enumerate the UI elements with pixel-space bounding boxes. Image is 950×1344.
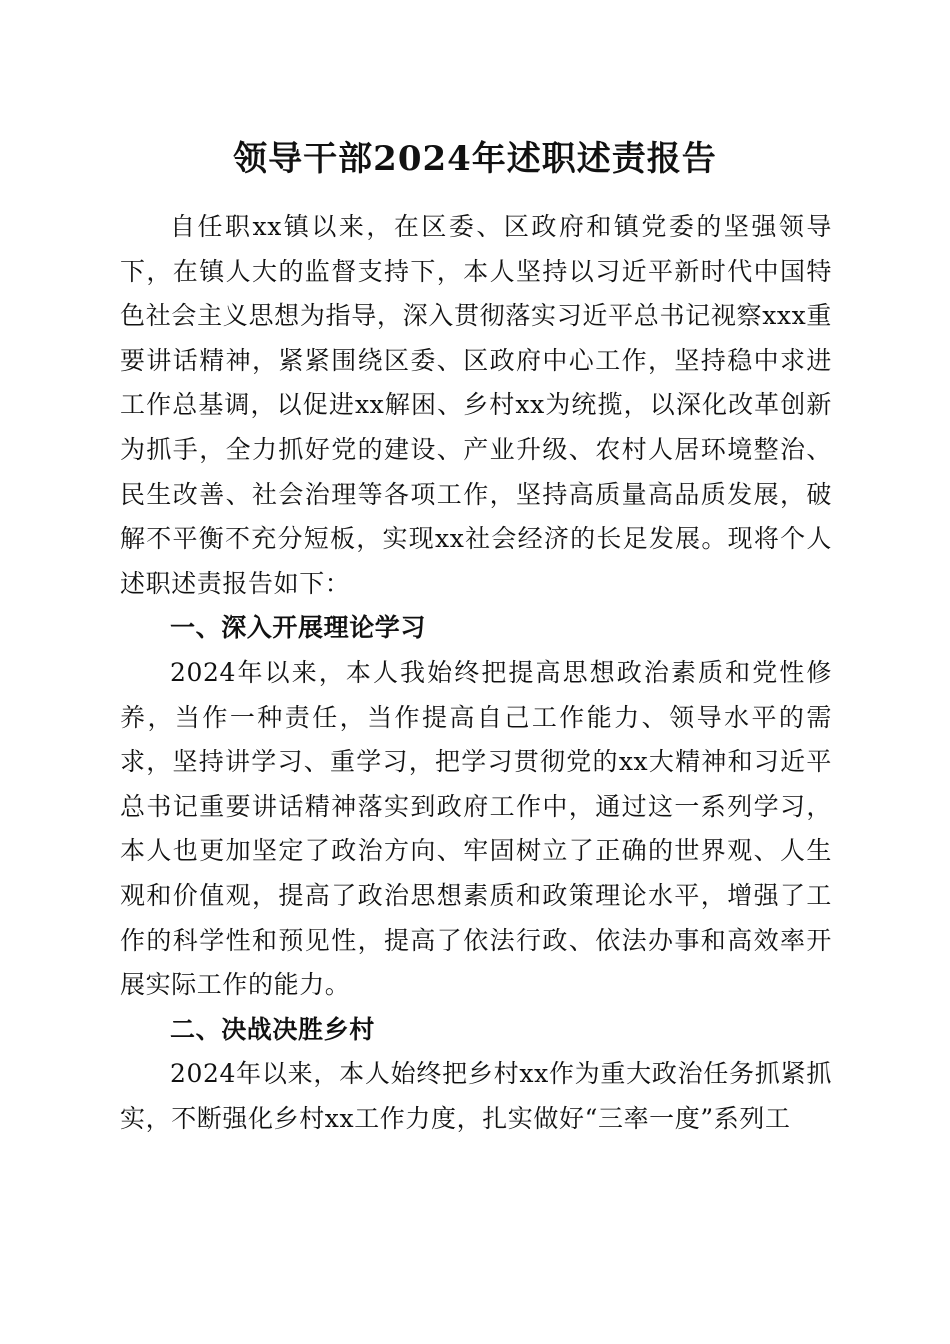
section-1-heading: 一、深入开展理论学习 (170, 613, 427, 643)
section-2-paragraph: 2024年以来，本人始终把乡村xx作为重大政治任务抓紧抓实，不断强化乡村xx工作力度，扎实做好“三率一度”系列工 (120, 1059, 832, 1133)
document-title: 领导干部2024年述职述责报告 (233, 139, 717, 179)
section-1-paragraph: 2024年以来，本人我始终把提高思想政治素质和党性修养，当作一种责任，当作提高自己工作能力、领导水平的需求，坚持讲学习、重学习，把学习贯彻党的xx大精神和习近平总书记重要讲话精神落实到政府工作中，通过这一系列学习，本人也更加坚定了政治方向、牢固树立了正确的世界观、人生观和价值观，提高了政治思想素质和政策理论水平，增强了工作的科学性和预见性，提高了依法行政、依法办事和高效率开展实际工作的能力。 (120, 657, 832, 1000)
intro-paragraph: 自任职xx镇以来，在区委、区政府和镇党委的坚强领导下，在镇人大的监督支持下，本人坚持以习近平新时代中国特色社会主义思想为指导，深入贯彻落实习近平总书记视察xxx重要讲话精神，紧紧围绕区委、区政府中心工作，坚持稳中求进工作总基调，以促进xx解困、乡村xx为统揽，以深化改革创新为抓手，全力抓好党的建设、产业升级、农村人居环境整治、民生改善、社会治理等各项工作，坚持高质量高品质发展，破解不平衡不充分短板，实现xx社会经济的长足发展。现将个人述职述责报告如下： (120, 212, 832, 598)
section-2-heading: 二、决战决胜乡村 (170, 1014, 375, 1044)
document-body (120, 205, 832, 1141)
